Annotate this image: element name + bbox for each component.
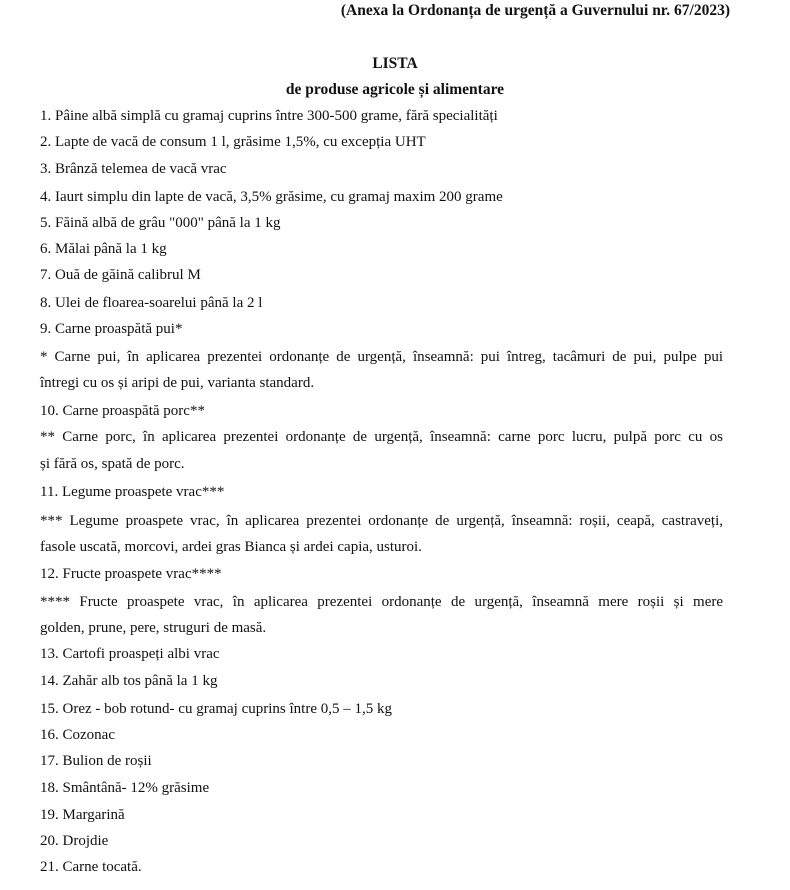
list-item-16: 16. Cozonac [40, 727, 115, 743]
list-item-15: 15. Orez - bob rotund- cu gramaj cuprins între 0,5 – 1,5 kg [40, 701, 392, 717]
list-item-3: 3. Brânză telemea de vacă vrac [40, 161, 227, 177]
footnote-fructe-line-2: golden, prune, pere, struguri de masă. [40, 620, 267, 636]
footnote-fructe-line-1: **** Fructe proaspete vrac, în aplicarea prezentei ordonanțe de urgență, înseamnă mere roșii și mere [40, 594, 723, 610]
list-item-13: 13. Cartofi proaspeți albi vrac [40, 646, 220, 662]
footnote-pui-line-1: * Carne pui, în aplicarea prezentei ordonanțe de urgență, înseamnă: pui întreg, tacâmuri de pui, pulpe pui [40, 349, 723, 365]
list-item-2: 2. Lapte de vacă de consum 1 l, grăsime 1,5%, cu excepția UHT [40, 134, 426, 150]
list-item-8: 8. Ulei de floarea-soarelui până la 2 l [40, 295, 263, 311]
list-item-21: 21. Carne tocată. [40, 859, 142, 875]
list-item-10: 10. Carne proaspătă porc** [40, 403, 205, 419]
footnote-legume-line-1: *** Legume proaspete vrac, în aplicarea prezentei ordonanțe de urgență, înseamnă: roșii, ceapă, castraveți, [40, 513, 723, 529]
annex-reference: (Anexa la Ordonanța de urgență a Guvernului nr. 67/2023) [340, 2, 730, 19]
list-item-18: 18. Smântână- 12% grăsime [40, 780, 210, 796]
list-item-17: 17. Bulion de roșii [40, 753, 152, 769]
footnote-legume-line-2: fasole uscată, morcovi, ardei gras Bianca și ardei capia, usturoi. [40, 539, 422, 555]
list-item-5: 5. Făină albă de grâu "000" până la 1 kg [40, 215, 281, 231]
footnote-porc-line-1: ** Carne porc, în aplicarea prezentei ordonanțe de urgență, înseamnă: carne porc lucru, pulpă porc cu os [40, 429, 723, 445]
footnote-porc-line-2: și fără os, spată de porc. [40, 456, 185, 472]
list-item-7: 7. Ouă de găină calibrul M [40, 267, 201, 283]
list-item-12: 12. Fructe proaspete vrac**** [40, 566, 222, 582]
list-item-20: 20. Drojdie [40, 833, 109, 849]
list-item-6: 6. Mălai până la 1 kg [40, 241, 167, 257]
list-item-4: 4. Iaurt simplu din lapte de vacă, 3,5% grăsime, cu gramaj maxim 200 grame [40, 189, 503, 205]
list-item-9: 9. Carne proaspătă pui* [40, 321, 183, 337]
document-title: LISTA [372, 55, 418, 72]
list-item-19: 19. Margarină [40, 807, 125, 823]
footnote-pui-line-2: întregi cu os și aripi de pui, varianta standard. [40, 375, 315, 391]
list-item-11: 11. Legume proaspete vrac*** [40, 484, 225, 500]
document-subtitle: de produse agricole și alimentare [285, 81, 505, 98]
list-item-14: 14. Zahăr alb tos până la 1 kg [40, 673, 218, 689]
list-item-1: 1. Pâine albă simplă cu gramaj cuprins între 300-500 grame, fără specialități [40, 108, 498, 124]
